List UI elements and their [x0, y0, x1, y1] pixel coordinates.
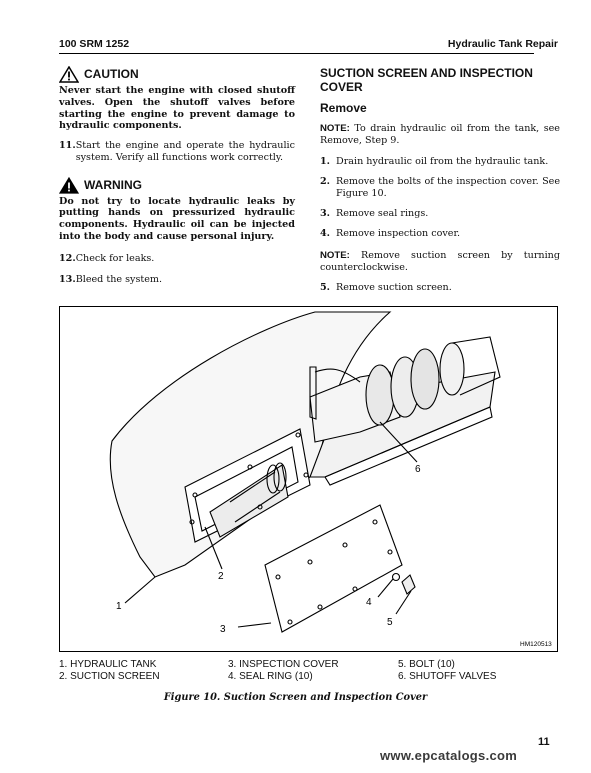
figure-caption: Figure 10. Suction Screen and Inspection Cover [163, 692, 428, 703]
legend-column-2 [228, 659, 339, 682]
legend-item: 3. INSPECTION COVER [228, 659, 339, 670]
section-heading-line2: COVER [320, 80, 363, 94]
warning-triangle-icon [59, 177, 79, 194]
step-text: Remove seal rings. [336, 208, 429, 220]
subheading-remove: Remove [320, 101, 367, 115]
step-text: Remove inspection cover. [336, 228, 461, 240]
section-heading-line1: SUCTION SCREEN AND INSPECTION [320, 66, 533, 80]
legend-item: 1. HYDRAULIC TANK [59, 659, 157, 670]
callout-1: 1 [116, 601, 122, 612]
warning-text: Do not try to locate hydraulic leaks by putting hands on pressurized hydraulic components. Hydraulic oil can be injected into the body and cause personal injury. [59, 195, 295, 242]
header-rule [59, 53, 534, 54]
callout-5: 5 [387, 617, 393, 628]
step-number: 4. [320, 228, 331, 240]
step-3 [320, 208, 560, 220]
legend-item: 6. SHUTOFF VALVES [398, 670, 497, 682]
hydraulic-tank-illustration [60, 307, 557, 651]
page-number: 11 [538, 736, 550, 748]
note-2 [320, 250, 560, 274]
drawing-id: HM120513 [520, 641, 552, 648]
left-column [59, 66, 295, 286]
step-number: 5. [320, 282, 331, 294]
note-text: To drain hydraulic oil from the tank, see Remove, Step 9. [320, 123, 560, 147]
note-label: NOTE: [320, 123, 350, 135]
step-2 [320, 176, 560, 200]
legend-item: 5. BOLT (10) [398, 659, 455, 670]
step-text: Start the engine and operate the hydraulic system. Verify all functions work correctly. [75, 140, 295, 164]
step-text: Drain hydraulic oil from the hydraulic tank. [336, 155, 549, 167]
doc-id: 100 SRM 1252 [59, 38, 130, 50]
note-text: Remove suction screen by turning counterclockwise. [320, 249, 560, 273]
caution-triangle-icon [59, 66, 79, 83]
step-1 [320, 156, 560, 168]
step-text: Remove suction screen. [336, 282, 452, 294]
step-number: 1. [320, 155, 331, 167]
step-text: Bleed the system. [75, 273, 163, 285]
step-number: 3. [320, 208, 331, 220]
caution-label: CAUTION [84, 67, 139, 82]
note-label: NOTE: [320, 249, 350, 261]
callout-3: 3 [220, 624, 226, 635]
figure-frame [59, 306, 558, 652]
step-number: 13. [59, 273, 76, 285]
warning-heading [59, 177, 295, 194]
watermark: www.epcatalogs.com [380, 748, 518, 763]
note-1 [320, 123, 560, 147]
legend-item: 4. SEAL RING (10) [228, 670, 313, 682]
callout-4: 4 [366, 597, 372, 608]
legend-column-3 [398, 659, 496, 682]
right-column [320, 66, 560, 294]
step-number: 12. [59, 252, 76, 264]
callout-6: 6 [415, 464, 421, 475]
step-number: 11. [59, 140, 76, 152]
step-5 [320, 282, 560, 294]
section-title: Hydraulic Tank Repair [447, 38, 558, 50]
step-text: Remove the bolts of the inspection cover. See Figure 10. [336, 175, 560, 200]
legend-column-1 [59, 659, 160, 682]
step-4 [320, 228, 560, 240]
step-11 [59, 140, 295, 164]
callout-2: 2 [218, 571, 224, 582]
step-12 [59, 253, 295, 265]
step-number: 2. [320, 175, 331, 187]
warning-label: WARNING [84, 177, 142, 192]
section-heading [320, 66, 560, 94]
step-13 [59, 274, 295, 286]
step-text: Check for leaks. [75, 252, 155, 264]
legend-item: 2. SUCTION SCREEN [59, 670, 160, 682]
caution-heading [59, 66, 295, 83]
caution-text: Never start the engine with closed shutoff valves. Open the shutoff valves before starting the engine to prevent damage to hydraulic components. [59, 85, 295, 132]
